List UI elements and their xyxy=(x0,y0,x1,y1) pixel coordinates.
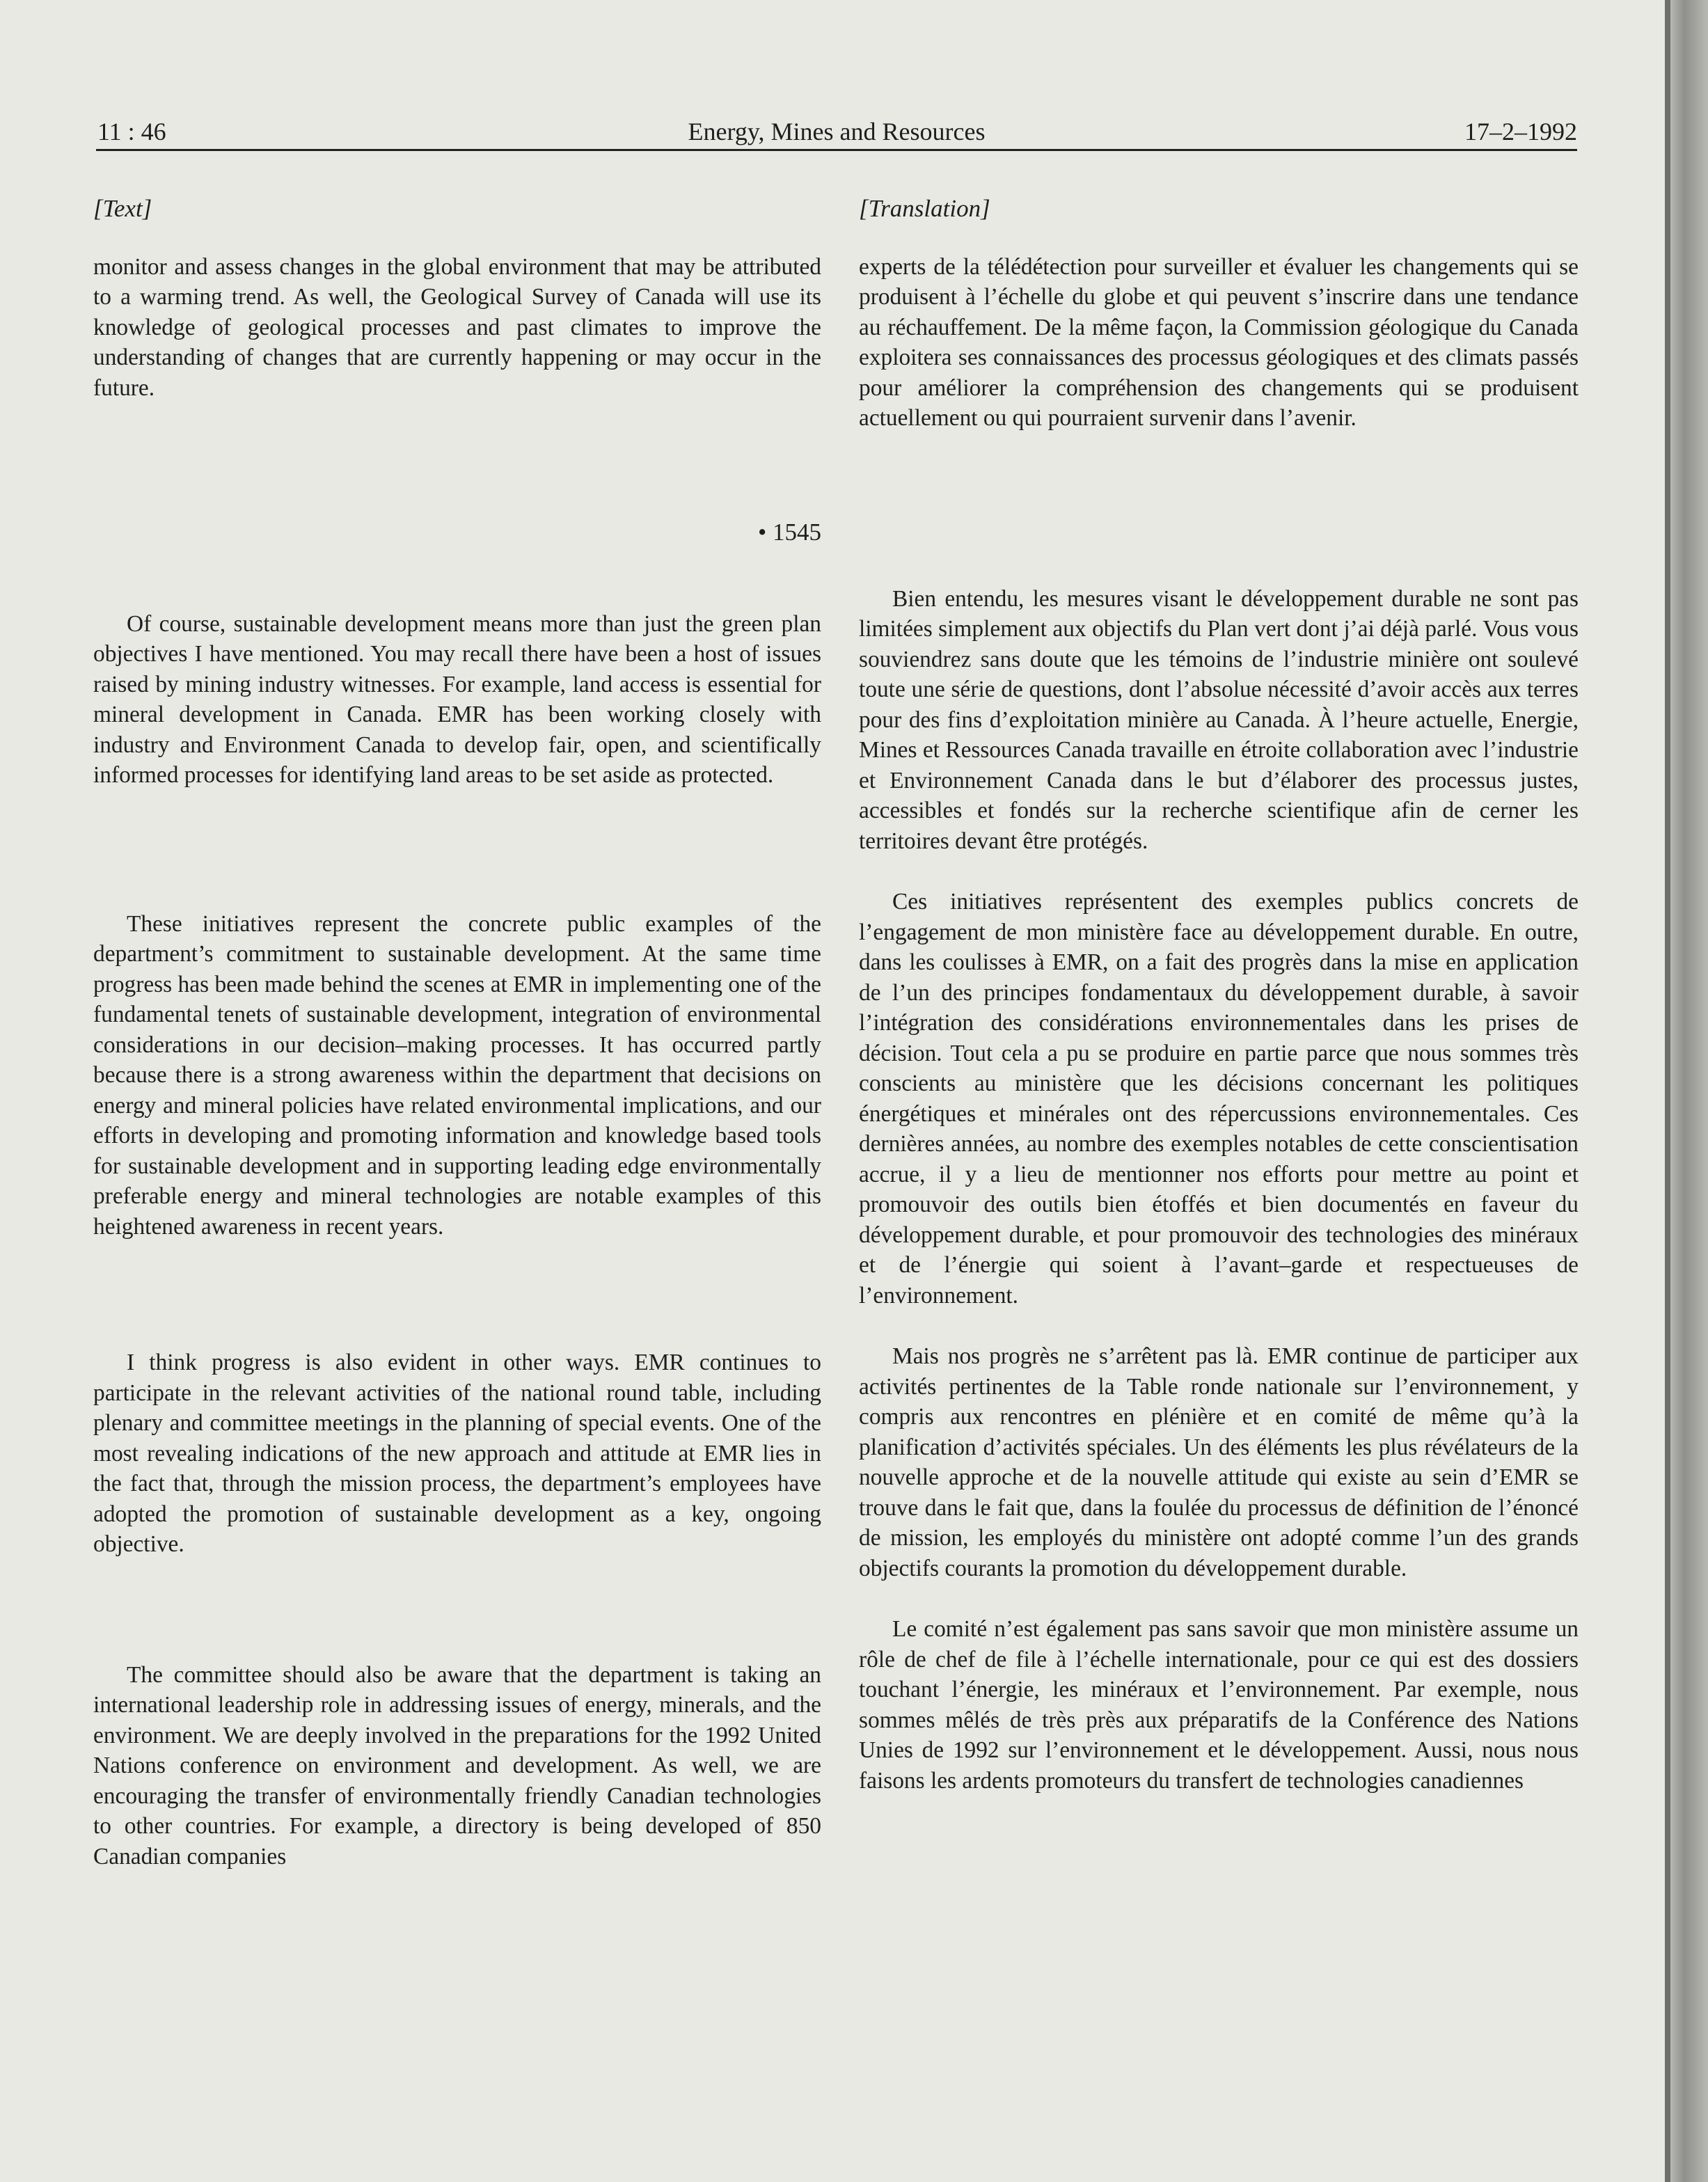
english-paragraph-1: monitor and assess changes in the global environment that may be attributed to a warming trend. As well, the Geological Survey of Canada will use its knowledge of geological processes and past climates to improve the understanding of changes that are currently happening or may occur in the future. xyxy=(93,253,821,401)
binding-spine xyxy=(1665,0,1708,2182)
page-number: 11 : 46 xyxy=(97,118,166,145)
french-column xyxy=(859,193,1579,1796)
french-paragraph-4: Mais nos progrès ne s’arrêtent pas là. EMR continue de participer aux activités pertinentes de la Table ronde nationale sur l’environnement, y compris aux rencontres en plénière et en comité de même qu’à la planification d’activités spéciales. Un des éléments les plus révélateurs de la nouvelle approche et de la nouvelle attitude qui existe au sein d’EMR se trouve dans le fait que, dans la foulée du processus de définition de l’énoncé de mission, les employés du ministère ont adopté comme l’un des grands objectifs courants la promotion du développement durable. xyxy=(859,1343,1579,1581)
english-paragraph-3: These initiatives represent the concrete public examples of the department’s commitment to sustainable development. At the same time progress has been made behind the scenes at EMR in implementing one of the fundamental tenets of sustainable development, integration of environmental considerations in our decision–making processes. It has occurred partly because there is a strong awareness within the department that decisions on energy and mineral policies have related environmental implications, and our efforts in developing and promoting information and knowledge based tools for sustainable development and in supporting leading edge environmentally preferable energy and mineral technologies are notable examples of this heightened awareness in recent years. xyxy=(93,910,821,1240)
header-date: 17–2–1992 xyxy=(1464,118,1577,145)
french-paragraph-2: Bien entendu, les mesures visant le développement durable ne sont pas limitées simplement aux objectifs du Plan vert dont j’ai déjà parlé. Vous vous souviendrez sans doute que les témoins de l’industrie minière ont soulevé toute une série de questions, dont l’absolue nécessité d’avoir accès aux terres pour des fins d’exploitation minière au Canada. À l’heure actuelle, Energie, Mines et Ressources Canada travaille en étroite collaboration avec l’industrie et Environnement Canada dans le but d’élaborer des processus justes, accessibles et fondés sur la recherche scientifique afin de cerner les territoires devant être protégés. xyxy=(859,585,1579,854)
english-paragraph-4: I think progress is also evident in other ways. EMR continues to participate in the relevant activities of the national round table, including plenary and committee meetings in the planning of special events. One of the most revealing indications of the new approach and attitude at EMR lies in the fact that, through the mission process, the department’s employees have adopted the promotion of sustainable development as a key, ongoing objective. xyxy=(93,1350,821,1557)
header-title: Energy, Mines and Resources xyxy=(688,118,986,145)
time-marker: • 1545 xyxy=(757,519,821,546)
english-column xyxy=(93,193,821,1872)
english-paragraph-5: The committee should also be aware that the department is taking an international leadership role in addressing issues of energy, minerals, and the environment. We are deeply involved in the preparations for the 1992 United Nations conference on environment and development. As well, we are encouraging the transfer of environmentally friendly Canadian technologies to other countries. For example, a directory is being developed of 850 Canadian companies xyxy=(93,1661,821,1869)
english-column-label: [Text] xyxy=(93,195,152,222)
french-paragraph-3: Ces initiatives représentent des exemples publics concrets de l’engagement de mon ministère face au développement durable. En outre, dans les coulisses à EMR, on a fait des progrès dans la mise en application de l’un des principes fondamentaux du développement durable, à savoir l’intégration des considérations environnementales dans les prises de décision. Tout cela a pu se produire en partie parce que nous sommes très conscients au ministère que les décisions concernant les politiques énergétiques et minérales ont des répercussions environnementales. Ces dernières années, au nombre des exemples notables de cette conscientisation accrue, il y a lieu de mentionner nos efforts pour mettre au point et promouvoir des outils bien étoffés et bien documentés en faveur du développement durable, et pour promouvoir des technologies des minéraux et de l’énergie qui soient à l’avant–garde et respectueuses de l’environnement. xyxy=(859,889,1579,1309)
page-header xyxy=(96,113,1577,151)
french-paragraph-1: experts de la télédétection pour surveiller et évaluer les changements qui se produisent à l’échelle du globe et qui peuvent s’inscrire dans une tendance au réchauffement. De la même façon, la Commission géologique du Canada exploitera ses connaissances des processus géologiques et des climats passés pour améliorer la compréhension des changements qui se produisent actuellement ou qui pourraient survenir dans l’avenir. xyxy=(859,253,1579,431)
english-paragraph-2: Of course, sustainable development means more than just the green plan objectives I have mentioned. You may recall there have been a host of issues raised by mining industry witnesses. For example, land access is essential for mineral development in Canada. EMR has been working closely with industry and Environment Canada to develop fair, open, and scientifically informed processes for identifying land areas to be set aside as protected. xyxy=(93,610,821,788)
french-paragraph-5: Le comité n’est également pas sans savoir que mon ministère assume un rôle de chef de file à l’échelle internationale, pour ce qui est des dossiers touchant l’énergie, les minéraux et l’environnement. Par exemple, nous sommes mêlés de très près aux préparatifs de la Conférence des Nations Unies de 1992 sur l’environnement et le développement. Aussi, nous nous faisons les ardents promoteurs du transfert de technologies canadiennes xyxy=(859,1616,1579,1794)
french-column-label: [Translation] xyxy=(859,195,990,222)
